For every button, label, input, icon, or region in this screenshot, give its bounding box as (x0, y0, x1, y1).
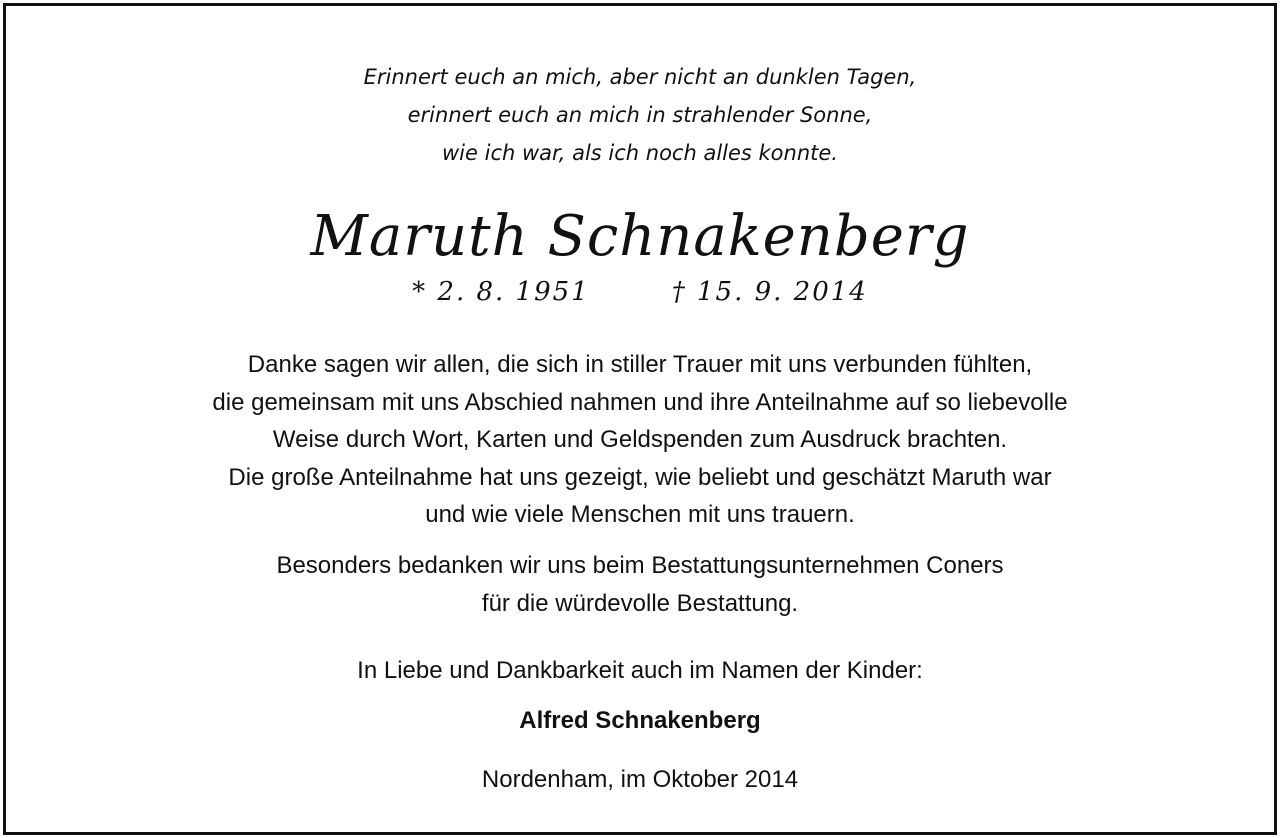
memorial-poem (6, 58, 1274, 172)
special-thanks-paragraph (6, 547, 1274, 623)
death-date: † 15. 9. 2014 (671, 277, 868, 307)
signer-name: Alfred Schnakenberg (519, 707, 761, 734)
birth-date: * 2. 8. 1951 (412, 277, 590, 307)
thanks-paragraph (6, 346, 1274, 534)
special-thanks-line: Besonders bedanken wir uns beim Bestattungsunternehmen Coners (276, 552, 1004, 579)
place-and-date: Nordenham, im Oktober 2014 (481, 766, 799, 793)
thanks-line: Weise durch Wort, Karten und Geldspenden zum Ausdruck brachten. (272, 426, 1008, 453)
thanks-line: und wie viele Menschen mit uns trauern. (425, 501, 855, 528)
poem-line: wie ich war, als ich noch alles konnte. (442, 141, 838, 165)
thanks-line: die gemeinsam mit uns Abschied nahmen und ihre Anteilnahme auf so liebevolle (212, 388, 1068, 416)
deceased-name: Maruth Schnakenberg (310, 204, 970, 269)
poem-line: Erinnert euch an mich, aber nicht an dunklen Tagen, (363, 65, 917, 89)
thanks-line: Danke sagen wir allen, die sich in stiller Trauer mit uns verbunden fühlten, (247, 351, 1033, 378)
special-thanks-line: für die würdevolle Bestattung. (481, 590, 799, 617)
obituary-notice (3, 3, 1277, 835)
closing-line: In Liebe und Dankbarkeit auch im Namen der Kinder: (357, 657, 923, 684)
poem-line: erinnert euch an mich in strahlender Sonne, (407, 103, 873, 127)
life-dates (6, 274, 1274, 310)
thanks-line: Die große Anteilnahme hat uns gezeigt, wie beliebt und geschätzt Maruth war (228, 463, 1052, 491)
